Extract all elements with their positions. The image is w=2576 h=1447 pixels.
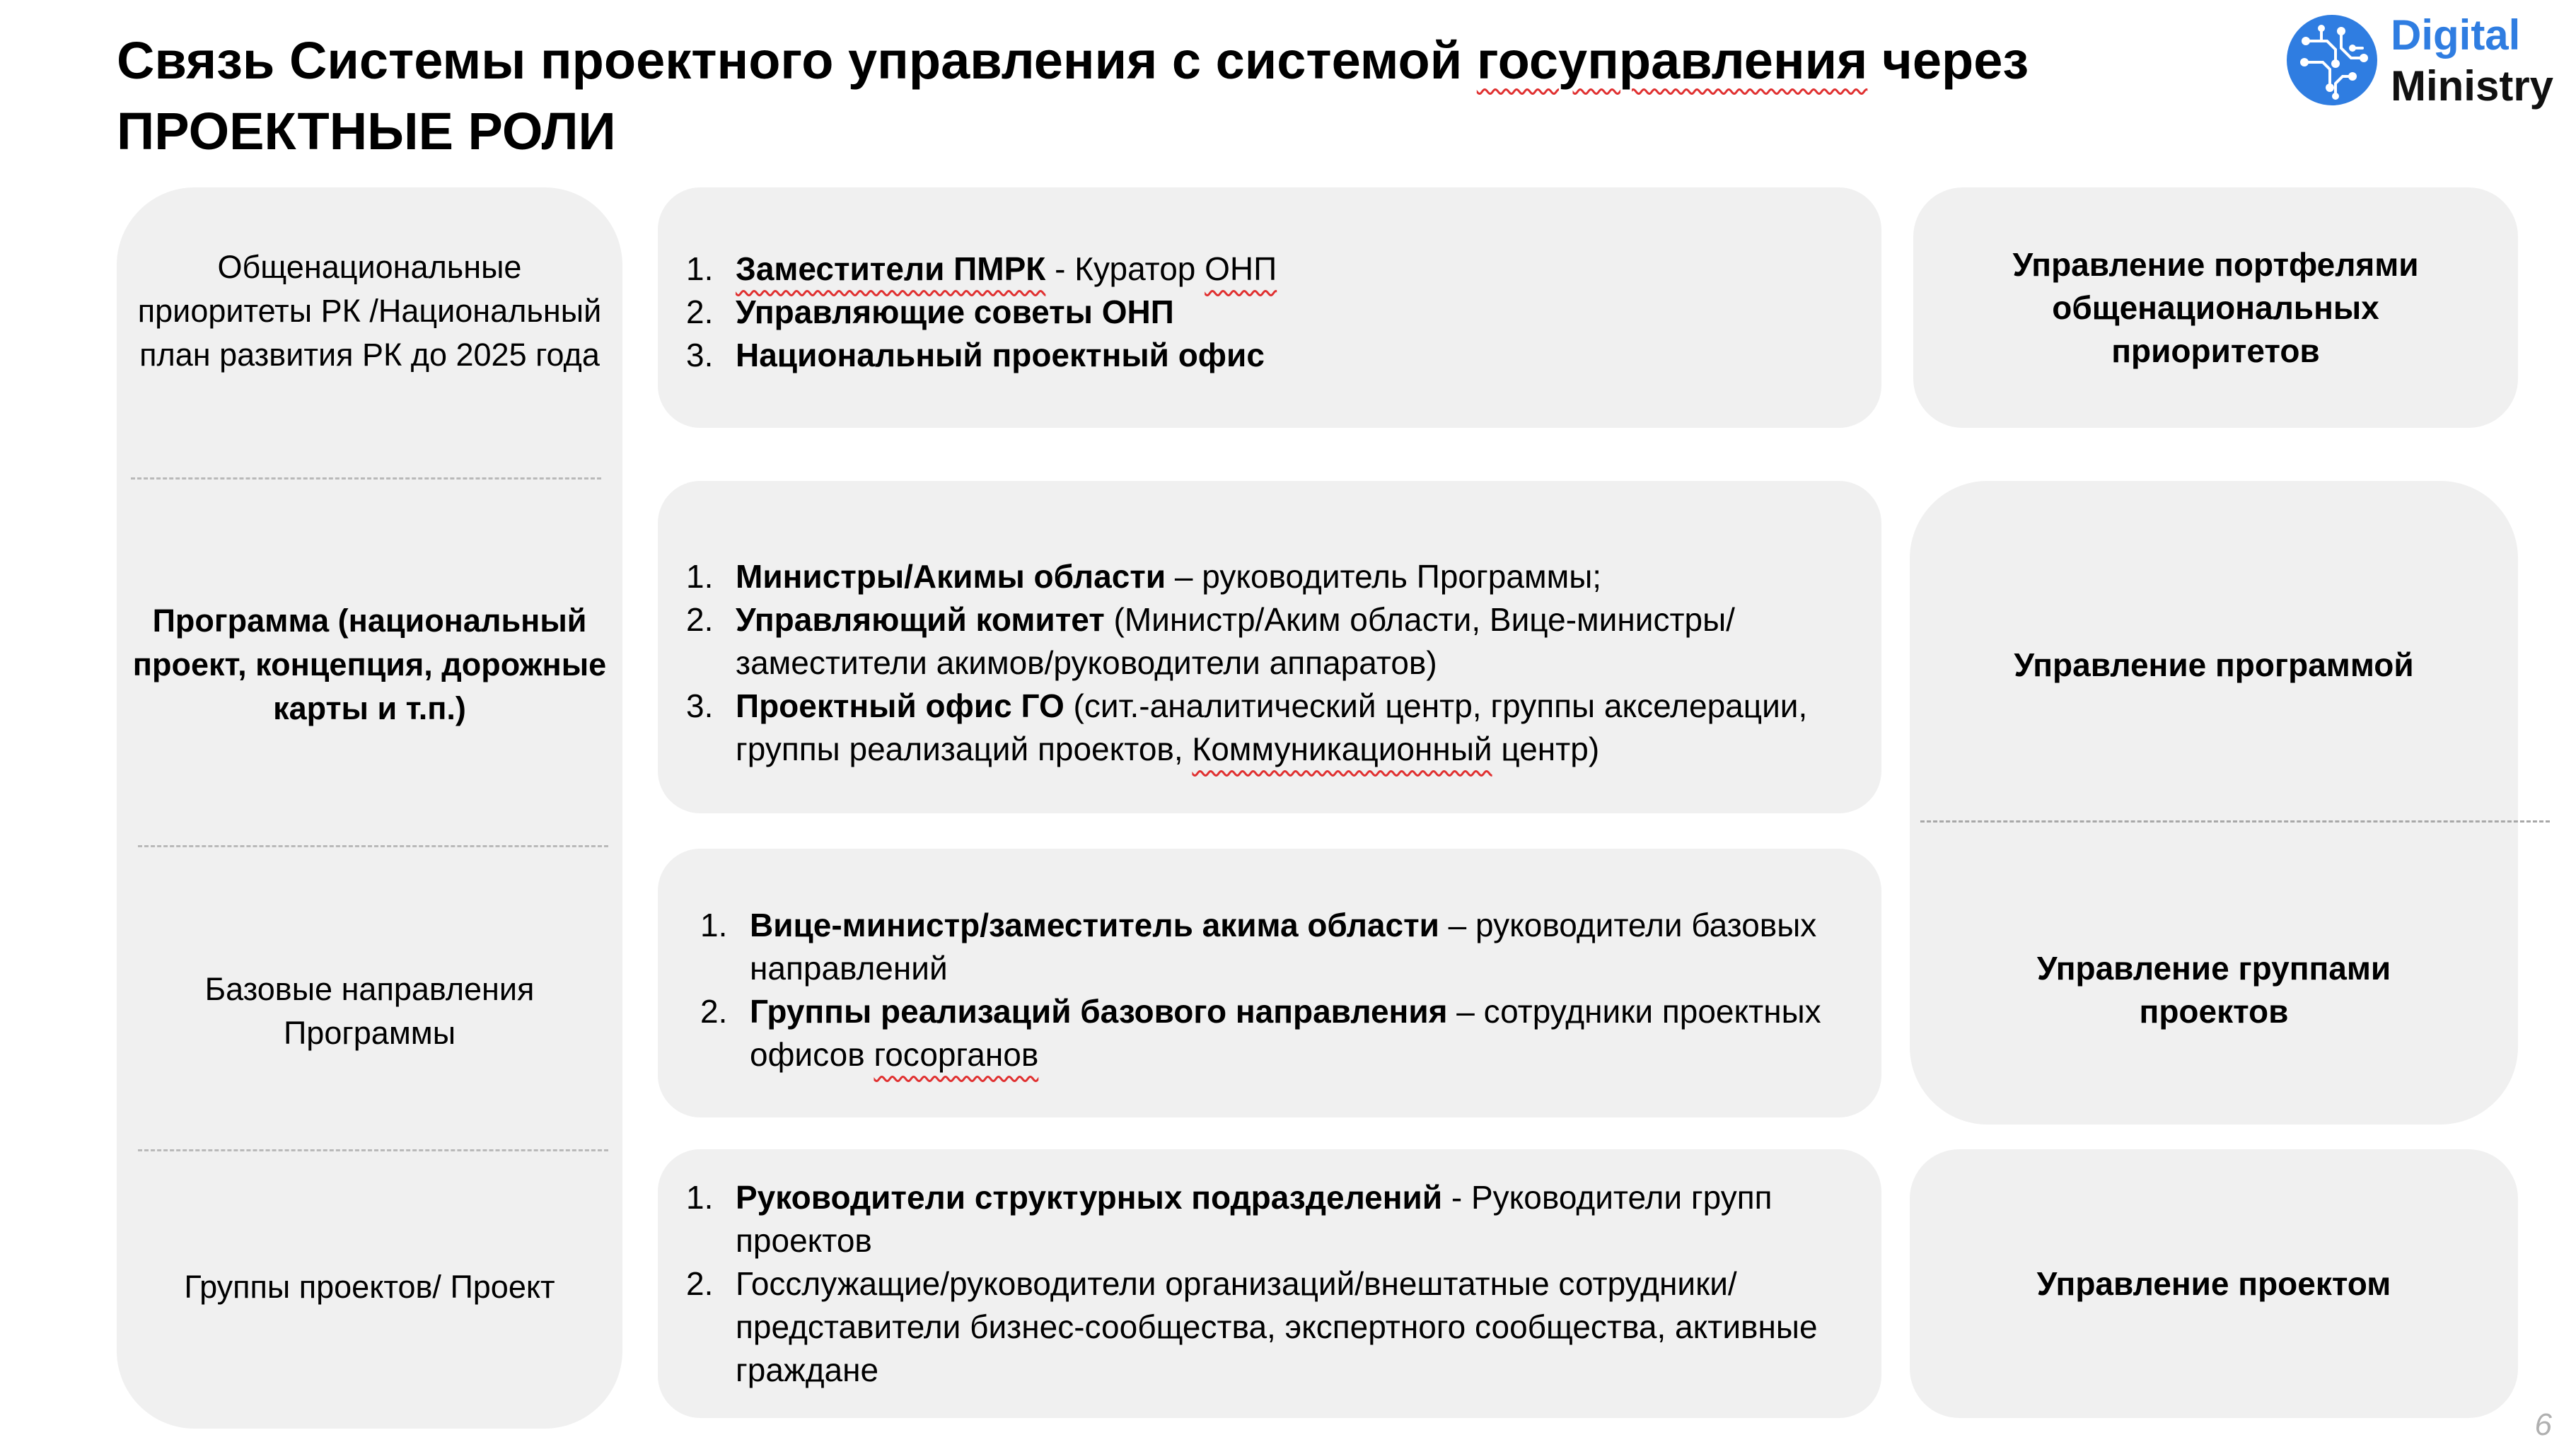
role-item: 3. Проектный офис ГО (сит.-аналитический центр, группы акселерации, группы реализаций проектов, Коммуникационный центр) [686, 687, 1808, 767]
role-item: 1. Вице-министр/заместитель акима области – руководители базовых направлений [700, 907, 1817, 987]
level-projects: Группы проектов/ Проект [184, 1269, 555, 1305]
title-underlined-word: госуправления [1476, 31, 1868, 90]
level-divider-2 [138, 845, 608, 847]
logo-word-digital: Digital [2391, 11, 2521, 59]
role-item: 1. Руководители структурных подразделений - Руководители групп проектов [686, 1179, 1773, 1259]
level-base-directions: Базовые направления Программы [204, 971, 535, 1051]
level-program: Программа (национальный проект, концепция, дорожные карты и т.п.) [132, 603, 607, 726]
management-divider [1920, 820, 2550, 823]
slide-title [117, 25, 2168, 167]
title-text-2: через [1867, 31, 2029, 90]
circuit-globe-icon [2285, 13, 2379, 107]
title-text-1: Связь Системы проектного управления с системой [117, 31, 1477, 90]
title-line-2: ПРОЕКТНЫЕ РОЛИ [117, 102, 616, 161]
role-item: 3. Национальный проектный офис [686, 337, 1265, 373]
role-item: 1. Заместители ПМРК - Куратор ОНП [686, 250, 1277, 287]
role-item: 1. Министры/Акимы области – руководитель Программы; [686, 558, 1602, 595]
role-item: 2. Управляющие советы ОНП [686, 294, 1174, 330]
roles-box-projects [658, 1149, 1881, 1418]
management-portfolio: Управление портфелями общенациональных приоритетов [1913, 187, 2518, 428]
level-divider-3 [138, 1149, 608, 1151]
management-program: Управление программой [2014, 646, 2414, 683]
management-project-groups: Управление группами проектов [2036, 950, 2391, 1030]
roles-box-priorities [658, 187, 1881, 428]
roles-box-base-directions [658, 849, 1881, 1117]
digital-ministry-logo [2285, 10, 2568, 109]
management-project: Управление проектом [1910, 1149, 2518, 1418]
role-item: 2. Управляющий комитет (Министр/Аким области, Вице-министры/ заместители акимов/руководители аппаратов) [686, 601, 1735, 681]
logo-word-ministry: Ministry [2391, 62, 2554, 110]
level-national-priorities: Общенациональные приоритеты РК /Национальный план развития РК до 2025 года [137, 249, 602, 373]
level-divider-1 [131, 477, 601, 480]
roles-box-program [658, 481, 1881, 813]
page-number: 6 [2534, 1407, 2552, 1442]
role-item: 2. Группы реализаций базового направления – сотрудники проектных офисов госорганов [700, 993, 1821, 1073]
role-item: 2. Госслужащие/руководители организаций/внештатные сотрудники/ представители бизнес-сообщества, экспертного сообщества, активные граждане [686, 1265, 1818, 1388]
